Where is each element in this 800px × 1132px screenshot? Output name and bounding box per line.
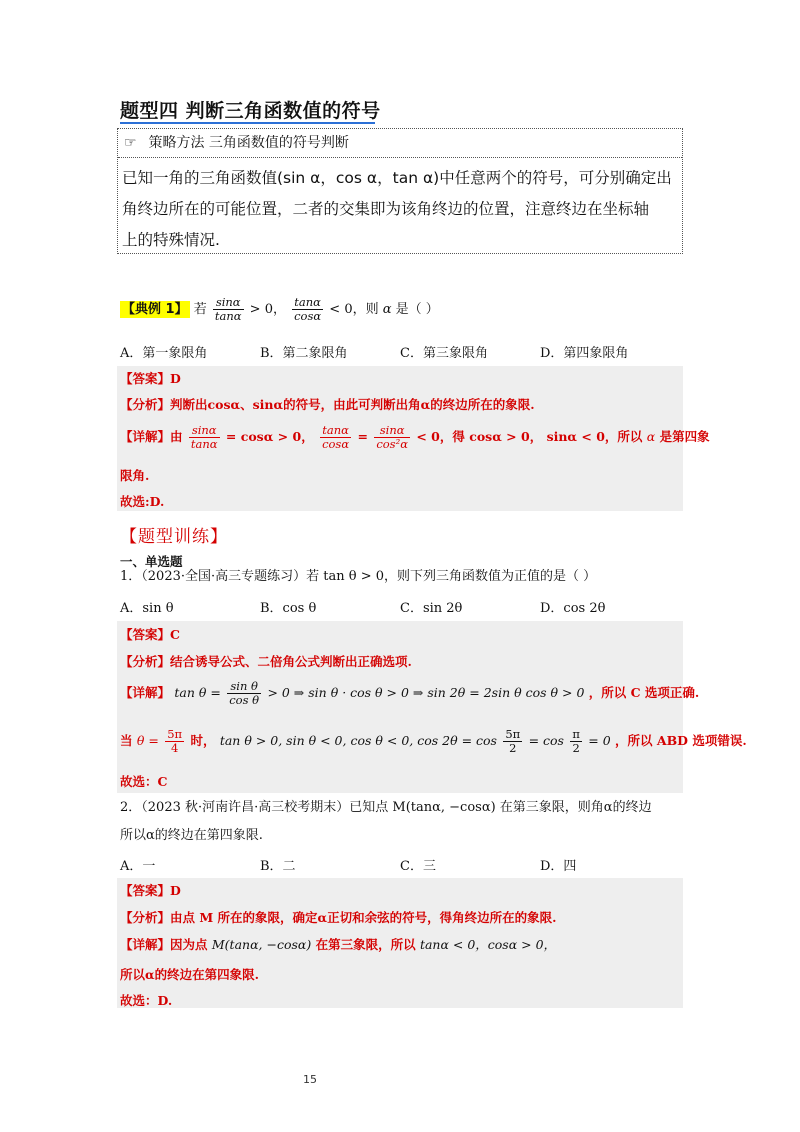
math-expr: θ =	[136, 733, 159, 748]
math-expr: M(tanα, −cosα)	[211, 937, 312, 952]
denominator: 2	[572, 741, 580, 755]
math-expr: > 0 ⇒ sin θ · cos θ > 0 ⇒ sin 2θ = 2sin θ cos θ > 0	[267, 685, 585, 700]
numerator: tanα	[292, 296, 323, 310]
q1-analysis: 【分析】结合诱导公式、二倍角公式判断出正确选项.	[120, 654, 412, 669]
q1-text: 1．（2023·全国·高三专题练习）若 tan θ > 0，则下列三角函数值为正值的是（ ）	[120, 569, 597, 584]
numerator: 5π	[505, 727, 521, 741]
q2-option-a: A．一	[120, 859, 156, 874]
q1-answer: 【答案】C	[120, 627, 180, 642]
denominator: cosα	[322, 437, 350, 451]
q1-detail-line2	[120, 728, 747, 755]
detail-prefix: 【详解】因为点	[120, 937, 208, 952]
strategy-line: 上的特殊情况.	[122, 231, 220, 249]
math-expr: = 0	[588, 733, 611, 748]
detail-prefix: 【详解】	[120, 685, 171, 700]
numerator: 5π	[167, 727, 183, 741]
analysis-line: 【分析】判断出cosα、sinα的符号，由此可判断出角α的终边所在的象限.	[120, 397, 535, 412]
page-title: 题型四 判断三角函数值的符号	[120, 100, 381, 122]
conclusion-line: 故选:D.	[120, 494, 165, 509]
denominator: cos θ	[229, 693, 260, 707]
training-title: 【题型训练】	[120, 527, 228, 547]
detail-line	[120, 423, 710, 451]
fraction	[227, 680, 261, 707]
q2-option-b: B．二	[260, 859, 296, 874]
detail-eq: =	[357, 429, 368, 444]
alpha-symbol: α	[382, 302, 392, 317]
numerator: sin θ	[227, 680, 261, 694]
inequality: < 0，则	[329, 302, 379, 317]
q2-option-d: D．四	[540, 859, 577, 874]
numerator: sinα	[374, 424, 410, 438]
q-suffix: 是（ ）	[395, 302, 439, 317]
detail-eq: < 0，得	[416, 429, 465, 444]
q1-conclusion: 故选：C	[120, 774, 168, 789]
strategy-body	[122, 163, 676, 256]
q2-detail-line2: 所以α的终边在第四象限.	[120, 967, 259, 982]
fraction	[503, 728, 522, 755]
math-expr: tanα < 0，cosα > 0，	[419, 937, 557, 952]
fraction	[292, 296, 323, 323]
fraction	[374, 424, 410, 451]
q1-answer-block	[117, 621, 683, 793]
numerator: sinα	[213, 296, 244, 310]
detail-text: 在第三象限，所以	[315, 937, 416, 952]
q1-detail	[120, 680, 699, 707]
example1-question	[120, 296, 690, 323]
option-c: C．第三象限角	[400, 346, 488, 361]
detail-tail: 是第四象	[659, 429, 710, 444]
detail-eq: = cosα > 0，	[225, 429, 314, 444]
numerator: tanα	[320, 424, 351, 438]
detail-tail: sinα < 0，所以	[546, 429, 643, 444]
detail-text: 时，	[190, 733, 216, 748]
fraction	[213, 296, 244, 323]
pointing-hand-icon: ☞	[124, 135, 137, 151]
detail-tail: ，所以 C 选项正确.	[588, 685, 700, 700]
detail-prefix: 当	[120, 733, 133, 748]
page-number: 15	[303, 1073, 317, 1086]
detail-line-2: 限角.	[120, 468, 150, 483]
denominator: cosα	[294, 309, 322, 323]
q2-conclusion: 故选：D.	[120, 993, 173, 1008]
strategy-heading-row	[118, 129, 682, 158]
denominator: tanα	[214, 309, 242, 323]
denominator: tanα	[190, 437, 218, 451]
q2-analysis: 【分析】由点 M 所在的象限，确定α正切和余弦的符号，得角终边所在的象限.	[120, 910, 557, 925]
strategy-line: 已知一角的三角函数值(sin α，cos α，tan α)中任意两个的符号，可分别确定出	[122, 169, 672, 187]
option-d: D．第四象限角	[540, 346, 629, 361]
detail-tail: cosα > 0，	[469, 429, 543, 444]
q2-detail	[120, 935, 556, 953]
q1-option-d: D．cos 2θ	[540, 601, 606, 616]
fraction	[165, 728, 184, 755]
option-a: A．第一象限角	[120, 346, 208, 361]
math-expr: = cos	[528, 733, 564, 748]
q1-option-b: B．cos θ	[260, 601, 317, 616]
strategy-line: 角终边所在的可能位置，二者的交集即为该角终边的位置，注意终边在坐标轴	[122, 200, 650, 218]
q1-option-c: C．sin 2θ	[400, 601, 463, 616]
numerator: π	[572, 727, 580, 741]
alpha-symbol: α	[646, 429, 656, 444]
strategy-heading: 策略方法 三角函数值的符号判断	[148, 135, 349, 151]
fraction	[570, 728, 582, 755]
denominator: 4	[170, 741, 179, 755]
detail-tail: ，所以 ABD 选项错误.	[615, 733, 747, 748]
strategy-box	[117, 128, 683, 254]
math-expr: tan θ =	[174, 685, 221, 700]
denominator: cos²α	[376, 437, 408, 451]
q1-option-a: A．sin θ	[120, 601, 174, 616]
fraction	[320, 424, 351, 451]
example-tag: 【典例 1】	[122, 302, 188, 317]
denominator: 2	[509, 741, 517, 755]
detail-prefix: 【详解】由	[120, 429, 183, 444]
fraction	[189, 424, 220, 451]
inequality: > 0，	[249, 302, 286, 317]
q2-option-c: C．三	[400, 859, 436, 874]
option-b: B．第二象限角	[260, 346, 348, 361]
q2-line1: 2．（2023 秋·河南许昌·高三校考期末）已知点 M(tanα, −cosα) 在第三象限，则角α的终边	[120, 800, 652, 815]
title-underline	[120, 122, 375, 124]
answer-line: 【答案】D	[120, 371, 181, 386]
section-subtitle: 一、单选题	[120, 554, 183, 569]
numerator: sinα	[189, 424, 220, 438]
q-prefix: 若	[193, 302, 207, 317]
math-expr: tan θ > 0, sin θ < 0, cos θ < 0, cos 2θ = cos	[219, 733, 497, 748]
q2-answer: 【答案】D	[120, 883, 181, 898]
q2-line2: 所以α的终边在第四象限.	[120, 828, 263, 843]
